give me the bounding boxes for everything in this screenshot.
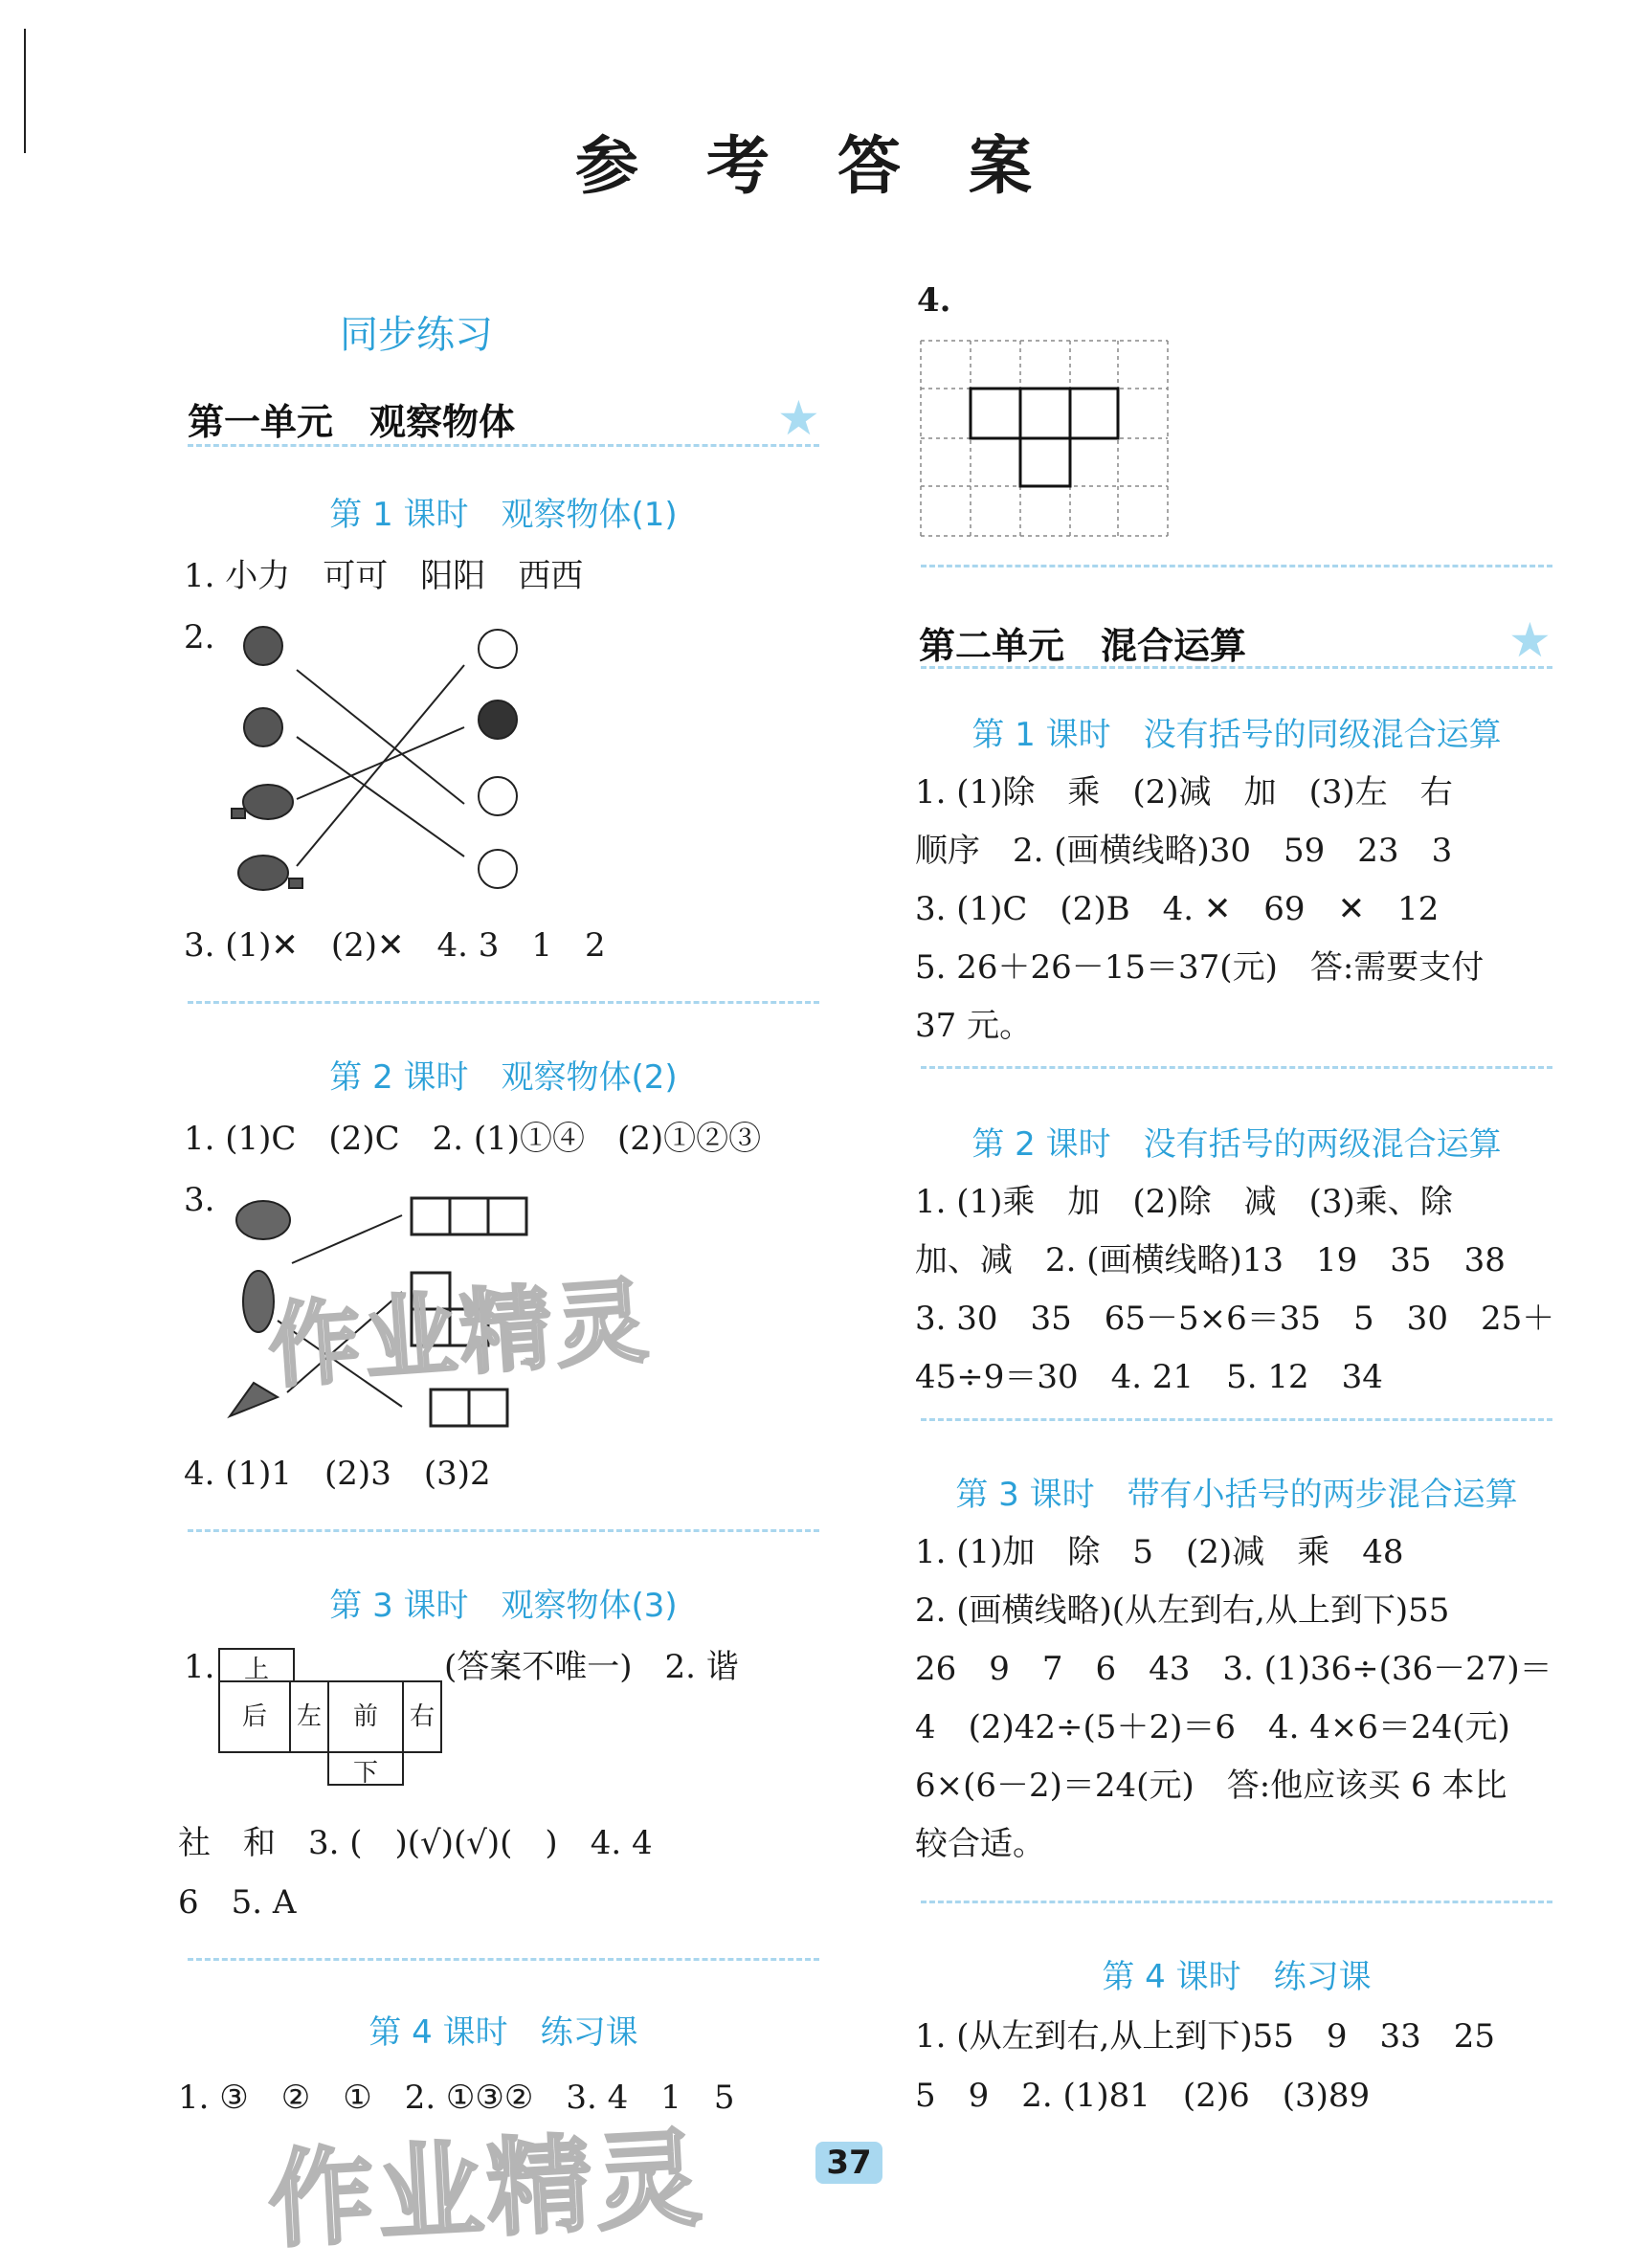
divider xyxy=(921,565,1552,567)
answer-line: 1. (1)除 乘 (2)减 加 (3)左 右 xyxy=(915,773,1453,812)
answer-line: 5 9 2. (1)81 (2)6 (3)89 xyxy=(915,2077,1371,2115)
net-face-left: 左 xyxy=(289,1680,329,1753)
divider xyxy=(188,1958,819,1961)
lesson-title: 第 3 课时 观察物体(3) xyxy=(329,1587,678,1625)
lesson-title: 第 1 课时 观察物体(1) xyxy=(329,496,678,534)
answer-line: 3. 30 35 65－5×6＝35 5 30 25＋ xyxy=(915,1300,1555,1338)
answer-line: 1. (1)乘 加 (2)除 减 (3)乘、除 xyxy=(915,1183,1453,1221)
question-label: 2. xyxy=(184,618,215,656)
divider xyxy=(921,1066,1552,1069)
answer-line: 1. 小力 可可 阳阳 西西 xyxy=(184,557,584,595)
answer-line: 1. (1)C (2)C 2. (1)①④ (2)①②③ xyxy=(184,1120,762,1158)
page-number: 37 xyxy=(815,2142,882,2184)
lesson-title: 第 2 课时 观察物体(2) xyxy=(329,1058,678,1097)
answer-line: 2. (画横线略)(从左到右,从上到下)55 xyxy=(915,1591,1450,1630)
grid-figure xyxy=(919,339,1172,540)
answer-line: 4. (1)1 (2)3 (3)2 xyxy=(184,1455,491,1493)
divider xyxy=(921,666,1552,669)
answer-line: 3. (1)✕ (2)✕ 4. 3 1 2 xyxy=(184,926,606,965)
answer-line: 1. (从左到右,从上到下)55 9 33 25 xyxy=(915,2017,1496,2056)
answer-line: 26 9 7 6 43 3. (1)36÷(36－27)＝ xyxy=(915,1650,1552,1688)
question-label: 3. xyxy=(184,1181,215,1219)
divider xyxy=(188,1529,819,1532)
lesson-title: 第 3 课时 带有小括号的两步混合运算 xyxy=(955,1476,1518,1514)
divider xyxy=(188,444,819,447)
divider xyxy=(921,1418,1552,1421)
net-face-bottom: 下 xyxy=(327,1751,404,1786)
answer-line: 较合适。 xyxy=(915,1825,1045,1863)
answer-line: 加、减 2. (画横线略)13 19 35 38 xyxy=(915,1241,1506,1279)
net-face-right: 右 xyxy=(402,1680,442,1753)
answer-line: 社 和 3. ( )(√)(√)( ) 4. 4 xyxy=(178,1824,653,1862)
answer-line: (答案不唯一) 2. 谐 xyxy=(444,1648,739,1686)
answer-line: 1. (1)加 除 5 (2)减 乘 48 xyxy=(915,1533,1404,1571)
net-face-top: 上 xyxy=(218,1648,295,1682)
watermark: 作业精灵 xyxy=(265,2117,708,2262)
unit1-title: 第一单元 观察物体 xyxy=(188,401,516,443)
question-label: 4. xyxy=(917,281,951,320)
net-face-front: 前 xyxy=(327,1680,404,1753)
child-face-icon xyxy=(479,630,517,888)
answer-line: 6 5. A xyxy=(178,1883,297,1922)
answer-line: 5. 26＋26－15＝37(元) 答:需要支付 xyxy=(915,948,1485,987)
divider xyxy=(921,1901,1552,1903)
question-label: 1. xyxy=(184,1648,215,1686)
lesson-title: 第 4 课时 练习课 xyxy=(1102,1958,1372,1996)
answer-line: 4 (2)42÷(5＋2)＝6 4. 4×6＝24(元) xyxy=(915,1708,1510,1746)
lesson-title: 第 1 课时 没有括号的同级混合运算 xyxy=(971,716,1502,754)
unit2-title: 第二单元 混合运算 xyxy=(919,625,1247,667)
matching-figure xyxy=(220,612,546,909)
section-title: 同步练习 xyxy=(340,313,493,357)
star-icon: ★ xyxy=(1508,612,1552,668)
teapot-icon xyxy=(232,627,302,890)
star-icon: ★ xyxy=(777,390,820,446)
divider xyxy=(188,1001,819,1004)
answer-line: 顺序 2. (画横线略)30 59 23 3 xyxy=(915,832,1453,870)
page-title: 参 考 答 案 xyxy=(575,129,1055,203)
answer-line: 6×(6－2)＝24(元) 答:他应该买 6 本比 xyxy=(915,1767,1507,1805)
lesson-title: 第 2 课时 没有括号的两级混合运算 xyxy=(971,1125,1502,1164)
answer-line: 3. (1)C (2)B 4. ✕ 69 ✕ 12 xyxy=(915,890,1440,928)
watermark: 作业精灵 xyxy=(265,1267,655,1401)
answer-line: 45÷9＝30 4. 21 5. 12 34 xyxy=(915,1358,1383,1396)
answer-line: 1. ③ ② ① 2. ①③② 3. 4 1 5 xyxy=(178,2079,735,2117)
answer-line: 37 元。 xyxy=(915,1007,1033,1045)
net-face-back: 后 xyxy=(218,1680,291,1753)
lesson-title: 第 4 课时 练习课 xyxy=(368,2013,638,2052)
